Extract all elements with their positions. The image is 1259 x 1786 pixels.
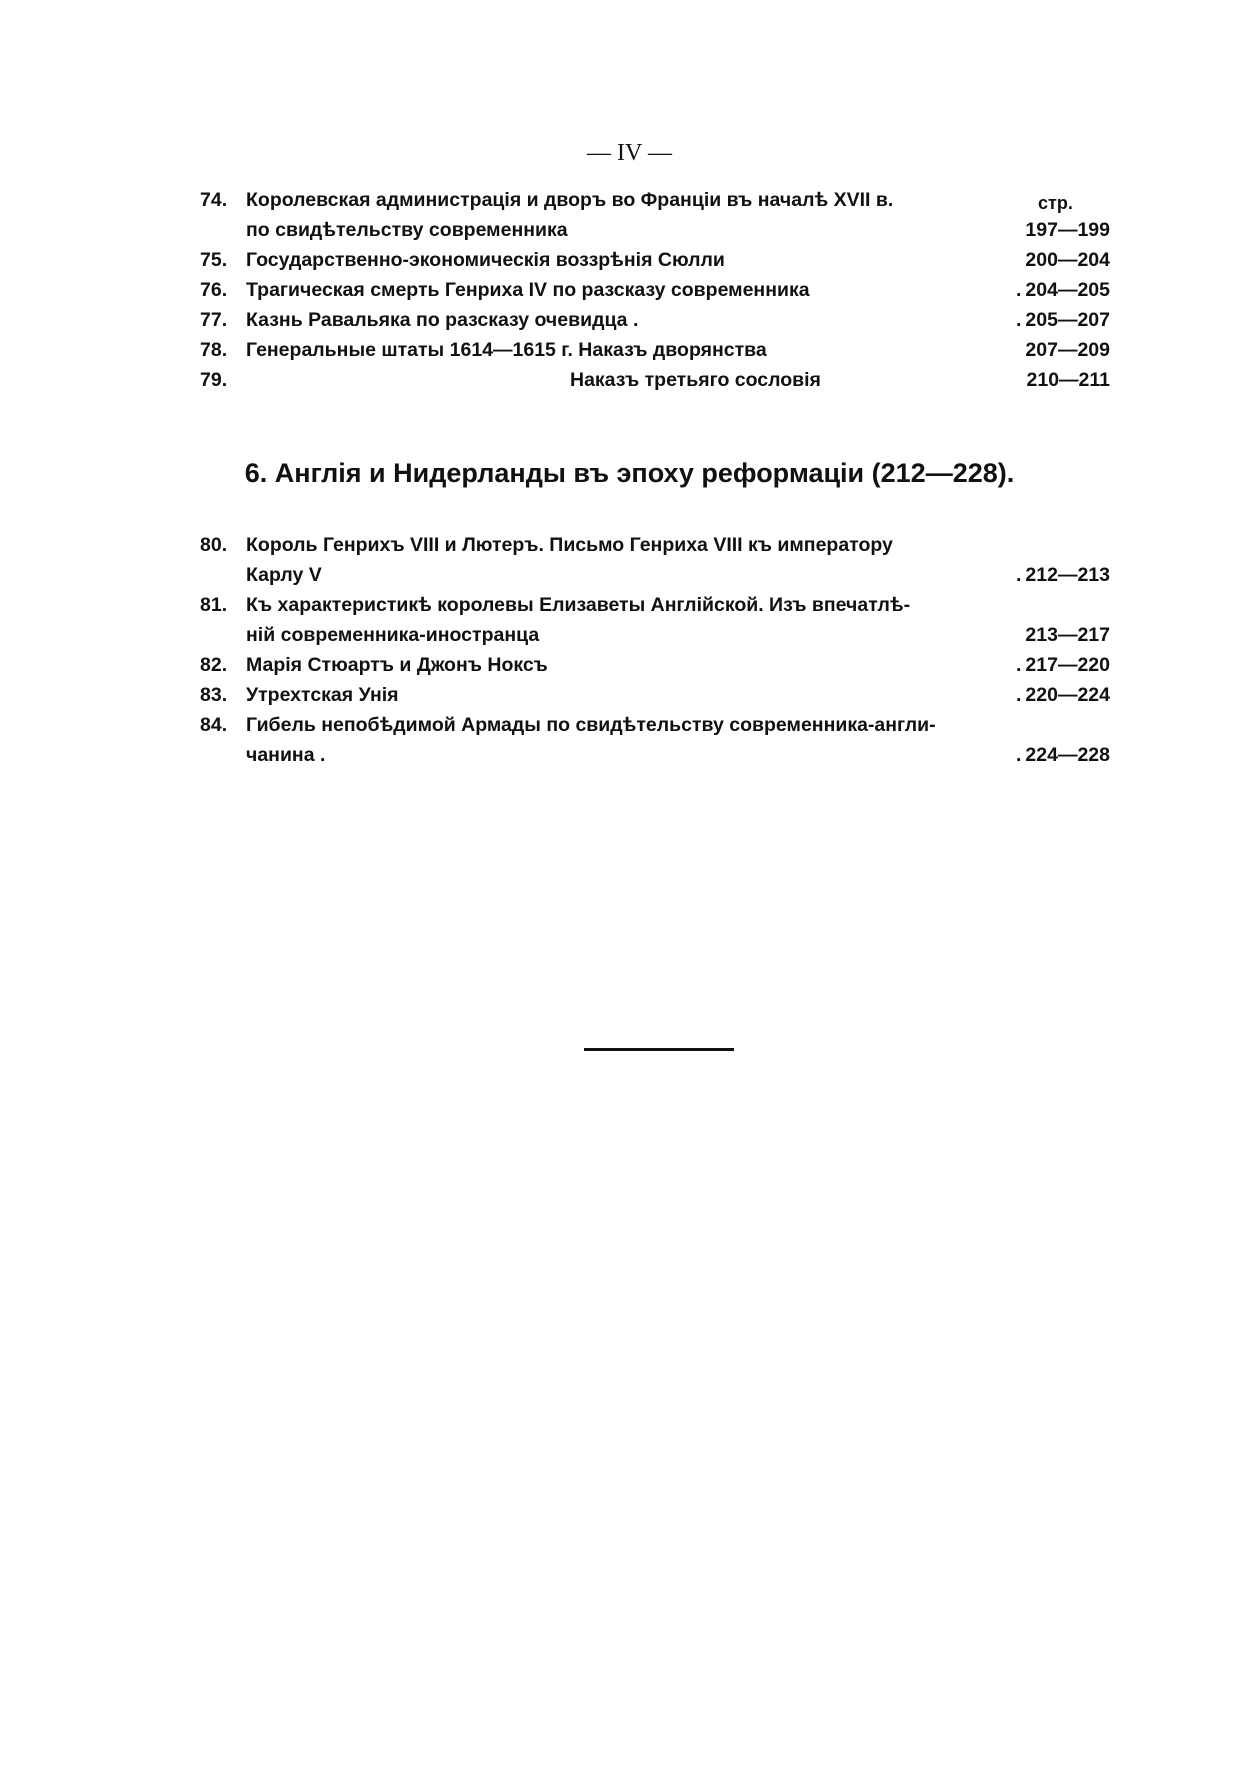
toc-entry-number: 76. xyxy=(200,279,228,301)
toc-entry xyxy=(200,650,1110,680)
toc-entry-line xyxy=(200,650,1110,680)
leader-dot: . xyxy=(1016,279,1022,301)
toc-entry-pages xyxy=(1016,275,1110,305)
toc-entry-title: Казнь Равальяка по разсказу очевидца . xyxy=(246,309,639,331)
toc-entry-line xyxy=(200,590,1110,620)
toc-entry xyxy=(200,245,1110,275)
toc-entry-title-continued: ній современника-иностранца xyxy=(246,624,540,646)
toc-entry-pages xyxy=(1016,740,1110,770)
end-rule xyxy=(584,1048,734,1051)
section-title: 6. Англія и Нидерланды въ эпоху реформаціи (212—228). xyxy=(244,458,1015,488)
toc-entry-line xyxy=(200,245,1110,275)
toc-entry-line xyxy=(200,680,1110,710)
toc-entry-title: Генеральные штаты 1614—1615 г. Наказъ дворянства xyxy=(246,339,767,361)
toc-entry-line xyxy=(200,530,1110,560)
toc-entry-line xyxy=(200,215,1110,245)
toc-entry xyxy=(200,680,1110,710)
toc-entry-page-range: 197—199 xyxy=(1025,219,1110,241)
toc-entry-page-range: 213—217 xyxy=(1025,624,1110,646)
toc-entry-pages xyxy=(1016,560,1110,590)
toc-entry-title: Король Генрихъ VIII и Лютеръ. Письмо Генриха VIII къ императору xyxy=(246,534,893,556)
toc-entry-line xyxy=(200,560,1110,590)
toc-entry-title-continued: чанина . xyxy=(246,744,326,766)
toc-entry-number: 84. xyxy=(200,714,228,736)
toc-entry-line xyxy=(200,620,1110,650)
toc-entry-number: 75. xyxy=(200,249,228,271)
toc-entry-page-range: 224—228 xyxy=(1025,744,1110,766)
toc-entry xyxy=(200,185,1110,245)
toc-entry-title: Утрехтская Унія xyxy=(246,684,399,706)
toc-entry-title: Трагическая смерть Генриха IV по разсказу современника xyxy=(246,279,810,301)
toc-entry-title: Къ характеристикѣ королевы Елизаветы Англійской. Изъ впечатлѣ- xyxy=(246,594,911,616)
toc-entry-page-range: 205—207 xyxy=(1025,309,1110,331)
toc-entry-pages xyxy=(1025,245,1110,275)
toc-entry-title-continued: по свидѣтельству современника xyxy=(246,219,568,241)
toc-entry-line xyxy=(200,710,1110,740)
page-number: — IV — xyxy=(587,140,672,166)
toc-entry-line xyxy=(200,740,1110,770)
toc-entry-number: 78. xyxy=(200,339,228,361)
toc-entry-page-range: 210—211 xyxy=(1026,369,1110,391)
toc-entry-title: Марія Стюартъ и Джонъ Ноксъ xyxy=(246,654,548,676)
toc-entry-number: 80. xyxy=(200,534,228,556)
toc-entry xyxy=(200,530,1110,590)
toc-entry xyxy=(200,305,1110,335)
toc-entry-title-continued: Карлу V xyxy=(246,564,322,586)
toc-entry-page-range: 200—204 xyxy=(1025,249,1110,271)
toc-entry-page-range: 207—209 xyxy=(1025,339,1110,361)
toc-entry xyxy=(200,590,1110,650)
toc-entry-number: 79. xyxy=(200,369,228,391)
leader-dot: . xyxy=(1016,684,1022,706)
toc-entry-number: 82. xyxy=(200,654,228,676)
leader-dot: . xyxy=(1016,564,1022,586)
toc-entry xyxy=(200,275,1110,305)
toc-part-1 xyxy=(200,185,1110,395)
leader-dot: . xyxy=(1016,309,1022,331)
toc-entry-page-range: 212—213 xyxy=(1025,564,1110,586)
leader-dot: . xyxy=(1016,654,1022,676)
toc-entry-title: Наказъ третьяго сословія xyxy=(570,369,821,391)
toc-entry-line xyxy=(200,335,1110,365)
toc-entry-pages xyxy=(1025,215,1110,245)
toc-entry-pages xyxy=(1027,365,1111,395)
toc-entry-title: Гибель непобѣдимой Армады по свидѣтельству современника-англи- xyxy=(246,714,936,736)
toc-entry-page-range: 217—220 xyxy=(1025,654,1110,676)
toc-entry-pages xyxy=(1025,620,1110,650)
toc-entry-line xyxy=(200,305,1110,335)
toc-entry-number: 81. xyxy=(200,594,228,616)
toc-entry xyxy=(200,335,1110,365)
toc-entry-line xyxy=(200,275,1110,305)
toc-entry-pages xyxy=(1016,650,1110,680)
toc-entry-pages xyxy=(1025,335,1110,365)
toc-entry-pages xyxy=(1016,680,1110,710)
pages-column-header: стр. xyxy=(1038,193,1073,213)
toc-entry-title: Королевская администрація и дворъ во Франціи въ началѣ XVII в. xyxy=(246,189,894,211)
toc-entry-line xyxy=(200,185,1110,215)
toc-part-2 xyxy=(200,530,1110,770)
toc-entry-number: 74. xyxy=(200,189,228,211)
toc-entry-number: 83. xyxy=(200,684,228,706)
toc-entry-page-range: 204—205 xyxy=(1025,279,1110,301)
toc-entry-number: 77. xyxy=(200,309,228,331)
toc-entry-title: Государственно-экономическія воззрѣнія Сюлли xyxy=(246,249,725,271)
toc-entry-page-range: 220—224 xyxy=(1025,684,1110,706)
toc-entry-line xyxy=(200,365,1110,395)
toc-entry xyxy=(200,710,1110,770)
toc-entry-pages xyxy=(1016,305,1110,335)
toc-entry xyxy=(200,365,1110,395)
leader-dot: . xyxy=(1016,744,1022,766)
